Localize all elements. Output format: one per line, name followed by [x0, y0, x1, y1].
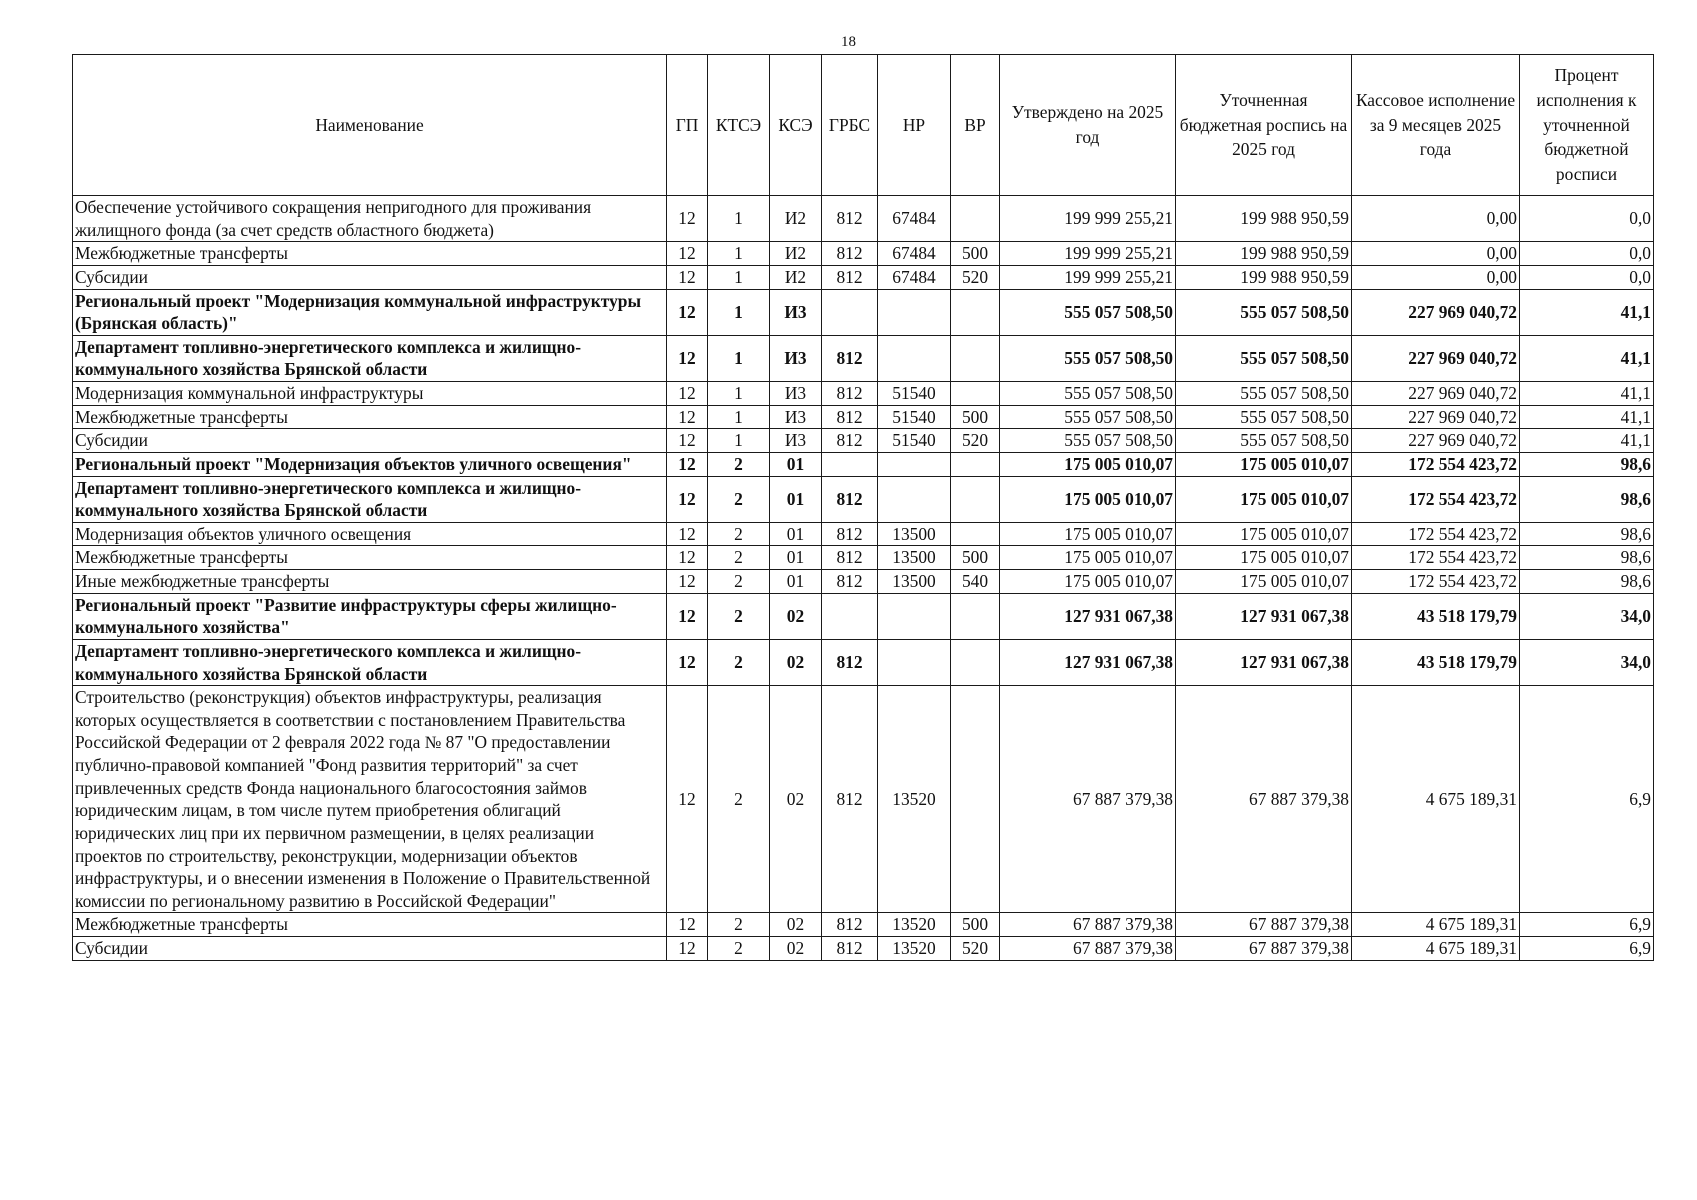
cell-refined: 67 887 379,38 — [1176, 913, 1352, 937]
table-row — [73, 522, 1654, 546]
cell-approved: 555 057 508,50 — [1000, 335, 1176, 381]
table-row — [73, 593, 1654, 639]
cell-ktse: 2 — [708, 913, 770, 937]
cell-approved: 67 887 379,38 — [1000, 686, 1176, 913]
cell-grbs — [822, 452, 878, 476]
cell-kse: 02 — [770, 937, 822, 961]
cell-kse: 02 — [770, 913, 822, 937]
cell-cash: 227 969 040,72 — [1352, 289, 1520, 335]
cell-gp: 12 — [667, 265, 708, 289]
cell-vr: 500 — [951, 405, 1000, 429]
cell-cash: 227 969 040,72 — [1352, 335, 1520, 381]
table-body — [73, 196, 1654, 961]
cell-refined: 555 057 508,50 — [1176, 429, 1352, 453]
cell-vr — [951, 639, 1000, 685]
cell-approved: 175 005 010,07 — [1000, 522, 1176, 546]
cell-cash: 172 554 423,72 — [1352, 522, 1520, 546]
cell-grbs: 812 — [822, 686, 878, 913]
cell-nr — [878, 452, 951, 476]
cell-name: Модернизация коммунальной инфраструктуры — [73, 382, 667, 406]
cell-kse: И3 — [770, 429, 822, 453]
cell-approved: 67 887 379,38 — [1000, 913, 1176, 937]
header-nr: НР — [878, 55, 951, 196]
cell-cash: 43 518 179,79 — [1352, 639, 1520, 685]
cell-cash: 0,00 — [1352, 242, 1520, 266]
cell-name: Межбюджетные трансферты — [73, 405, 667, 429]
cell-cash: 4 675 189,31 — [1352, 913, 1520, 937]
cell-vr: 520 — [951, 429, 1000, 453]
table-row — [73, 196, 1654, 242]
cell-vr: 520 — [951, 937, 1000, 961]
cell-ktse: 2 — [708, 476, 770, 522]
cell-kse: И3 — [770, 382, 822, 406]
cell-vr — [951, 196, 1000, 242]
cell-name: Региональный проект "Модернизация коммунальной инфраструктуры (Брянская область)" — [73, 289, 667, 335]
table-row — [73, 570, 1654, 594]
cell-ktse: 1 — [708, 242, 770, 266]
cell-kse: И2 — [770, 196, 822, 242]
cell-vr: 540 — [951, 570, 1000, 594]
cell-nr — [878, 476, 951, 522]
cell-vr: 500 — [951, 913, 1000, 937]
cell-approved: 555 057 508,50 — [1000, 289, 1176, 335]
cell-nr: 67484 — [878, 242, 951, 266]
header-name: Наименование — [73, 55, 667, 196]
cell-grbs: 812 — [822, 242, 878, 266]
cell-ktse: 1 — [708, 196, 770, 242]
cell-refined: 555 057 508,50 — [1176, 335, 1352, 381]
cell-name: Департамент топливно-энергетического комплекса и жилищно-коммунального хозяйства Брянской области — [73, 335, 667, 381]
cell-approved: 175 005 010,07 — [1000, 570, 1176, 594]
cell-percent: 34,0 — [1520, 593, 1654, 639]
header-grbs: ГРБС — [822, 55, 878, 196]
cell-grbs: 812 — [822, 476, 878, 522]
cell-refined: 127 931 067,38 — [1176, 593, 1352, 639]
cell-ktse: 2 — [708, 593, 770, 639]
cell-percent: 0,0 — [1520, 265, 1654, 289]
cell-gp: 12 — [667, 546, 708, 570]
table-row — [73, 639, 1654, 685]
cell-gp: 12 — [667, 335, 708, 381]
header-percent: Процент исполнения к уточненной бюджетной росписи — [1520, 55, 1654, 196]
cell-refined: 175 005 010,07 — [1176, 476, 1352, 522]
cell-grbs: 812 — [822, 196, 878, 242]
table-header-row — [73, 55, 1654, 196]
cell-kse: И3 — [770, 289, 822, 335]
cell-cash: 4 675 189,31 — [1352, 937, 1520, 961]
cell-grbs: 812 — [822, 937, 878, 961]
cell-nr: 13500 — [878, 522, 951, 546]
cell-approved: 199 999 255,21 — [1000, 196, 1176, 242]
cell-refined: 175 005 010,07 — [1176, 452, 1352, 476]
table-row — [73, 289, 1654, 335]
cell-approved: 175 005 010,07 — [1000, 476, 1176, 522]
table-row — [73, 476, 1654, 522]
cell-gp: 12 — [667, 382, 708, 406]
cell-vr — [951, 686, 1000, 913]
cell-gp: 12 — [667, 452, 708, 476]
cell-name: Межбюджетные трансферты — [73, 242, 667, 266]
cell-gp: 12 — [667, 937, 708, 961]
header-ktse: КТСЭ — [708, 55, 770, 196]
cell-ktse: 1 — [708, 289, 770, 335]
cell-grbs: 812 — [822, 913, 878, 937]
cell-percent: 0,0 — [1520, 242, 1654, 266]
cell-name: Строительство (реконструкция) объектов инфраструктуры, реализация которых осуществляется в соответствии с постановлением Правительства Российской Федерации от 2 февраля 2022 года № 87 "О предоставлении публично-правовой компанией "Фонд развития территорий" за счет привлеченных средств Фонда национального благосостояния займов юридическим лицам, в том числе путем приобретения облигаций юридических лиц при их первичном размещении, в целях реализации проектов по строительству, реконструкции, модернизации объектов инфраструктуры, и о внесении изменения в Положение о Правительственной комиссии по региональному развитию в Российской Федерации" — [73, 686, 667, 913]
table-row — [73, 429, 1654, 453]
cell-cash: 4 675 189,31 — [1352, 686, 1520, 913]
cell-vr: 520 — [951, 265, 1000, 289]
cell-nr: 13500 — [878, 546, 951, 570]
cell-kse: 01 — [770, 570, 822, 594]
cell-percent: 6,9 — [1520, 913, 1654, 937]
cell-kse: 02 — [770, 686, 822, 913]
cell-nr: 13520 — [878, 686, 951, 913]
table-row — [73, 913, 1654, 937]
cell-gp: 12 — [667, 570, 708, 594]
cell-nr: 13500 — [878, 570, 951, 594]
table-row — [73, 452, 1654, 476]
header-approved: Утверждено на 2025 год — [1000, 55, 1176, 196]
cell-percent: 98,6 — [1520, 546, 1654, 570]
cell-percent: 41,1 — [1520, 289, 1654, 335]
cell-grbs: 812 — [822, 429, 878, 453]
cell-name: Модернизация объектов уличного освещения — [73, 522, 667, 546]
cell-grbs: 812 — [822, 382, 878, 406]
cell-ktse: 1 — [708, 382, 770, 406]
cell-percent: 41,1 — [1520, 429, 1654, 453]
cell-gp: 12 — [667, 522, 708, 546]
cell-ktse: 2 — [708, 546, 770, 570]
cell-name: Субсидии — [73, 265, 667, 289]
cell-cash: 172 554 423,72 — [1352, 476, 1520, 522]
table-row — [73, 265, 1654, 289]
cell-name: Межбюджетные трансферты — [73, 913, 667, 937]
cell-gp: 12 — [667, 686, 708, 913]
cell-name: Обеспечение устойчивого сокращения непригодного для проживания жилищного фонда (за счет средств областного бюджета) — [73, 196, 667, 242]
cell-grbs: 812 — [822, 522, 878, 546]
cell-nr — [878, 593, 951, 639]
cell-kse: 01 — [770, 452, 822, 476]
cell-vr — [951, 452, 1000, 476]
cell-refined: 127 931 067,38 — [1176, 639, 1352, 685]
cell-cash: 172 554 423,72 — [1352, 546, 1520, 570]
cell-nr: 67484 — [878, 265, 951, 289]
cell-approved: 127 931 067,38 — [1000, 593, 1176, 639]
cell-ktse: 2 — [708, 452, 770, 476]
cell-approved: 199 999 255,21 — [1000, 242, 1176, 266]
cell-vr: 500 — [951, 546, 1000, 570]
cell-gp: 12 — [667, 289, 708, 335]
page-number: 18 — [841, 34, 856, 50]
cell-refined: 67 887 379,38 — [1176, 937, 1352, 961]
cell-ktse: 2 — [708, 570, 770, 594]
cell-refined: 199 988 950,59 — [1176, 265, 1352, 289]
table-row — [73, 405, 1654, 429]
cell-percent: 98,6 — [1520, 570, 1654, 594]
cell-vr — [951, 476, 1000, 522]
cell-cash: 0,00 — [1352, 265, 1520, 289]
cell-refined: 67 887 379,38 — [1176, 686, 1352, 913]
cell-percent: 0,0 — [1520, 196, 1654, 242]
cell-nr: 51540 — [878, 429, 951, 453]
cell-ktse: 2 — [708, 686, 770, 913]
header-kse: КСЭ — [770, 55, 822, 196]
cell-ktse: 2 — [708, 937, 770, 961]
cell-approved: 555 057 508,50 — [1000, 405, 1176, 429]
cell-percent: 98,6 — [1520, 522, 1654, 546]
cell-nr: 67484 — [878, 196, 951, 242]
cell-nr: 51540 — [878, 405, 951, 429]
cell-cash: 227 969 040,72 — [1352, 429, 1520, 453]
cell-vr — [951, 593, 1000, 639]
header-refined: Уточненная бюджетная роспись на 2025 год — [1176, 55, 1352, 196]
cell-grbs: 812 — [822, 546, 878, 570]
cell-percent: 41,1 — [1520, 382, 1654, 406]
cell-gp: 12 — [667, 196, 708, 242]
cell-grbs — [822, 593, 878, 639]
cell-refined: 175 005 010,07 — [1176, 570, 1352, 594]
cell-cash: 0,00 — [1352, 196, 1520, 242]
cell-vr: 500 — [951, 242, 1000, 266]
cell-refined: 175 005 010,07 — [1176, 522, 1352, 546]
cell-name: Субсидии — [73, 937, 667, 961]
header-gp: ГП — [667, 55, 708, 196]
cell-grbs: 812 — [822, 265, 878, 289]
cell-name: Региональный проект "Развитие инфраструктуры сферы жилищно-коммунального хозяйства" — [73, 593, 667, 639]
cell-gp: 12 — [667, 593, 708, 639]
table-row — [73, 686, 1654, 913]
table-row — [73, 242, 1654, 266]
cell-kse: И2 — [770, 265, 822, 289]
cell-gp: 12 — [667, 429, 708, 453]
cell-percent: 6,9 — [1520, 686, 1654, 913]
cell-ktse: 1 — [708, 265, 770, 289]
cell-percent: 6,9 — [1520, 937, 1654, 961]
table-row — [73, 546, 1654, 570]
cell-gp: 12 — [667, 639, 708, 685]
cell-kse: 01 — [770, 476, 822, 522]
cell-grbs: 812 — [822, 405, 878, 429]
cell-gp: 12 — [667, 242, 708, 266]
cell-gp: 12 — [667, 913, 708, 937]
cell-percent: 34,0 — [1520, 639, 1654, 685]
cell-nr — [878, 335, 951, 381]
cell-vr — [951, 382, 1000, 406]
cell-ktse: 2 — [708, 522, 770, 546]
cell-nr: 13520 — [878, 913, 951, 937]
cell-ktse: 1 — [708, 405, 770, 429]
cell-approved: 555 057 508,50 — [1000, 429, 1176, 453]
cell-name: Субсидии — [73, 429, 667, 453]
cell-nr: 13520 — [878, 937, 951, 961]
table-row — [73, 937, 1654, 961]
cell-approved: 199 999 255,21 — [1000, 265, 1176, 289]
cell-refined: 199 988 950,59 — [1176, 196, 1352, 242]
cell-vr — [951, 289, 1000, 335]
cell-name: Департамент топливно-энергетического комплекса и жилищно-коммунального хозяйства Брянской области — [73, 639, 667, 685]
cell-cash: 172 554 423,72 — [1352, 452, 1520, 476]
cell-kse: И2 — [770, 242, 822, 266]
cell-nr: 51540 — [878, 382, 951, 406]
cell-cash: 43 518 179,79 — [1352, 593, 1520, 639]
cell-kse: 02 — [770, 593, 822, 639]
cell-grbs: 812 — [822, 570, 878, 594]
cell-nr — [878, 639, 951, 685]
cell-grbs: 812 — [822, 335, 878, 381]
cell-ktse: 1 — [708, 335, 770, 381]
header-cash: Кассовое исполнение за 9 месяцев 2025 года — [1352, 55, 1520, 196]
cell-percent: 98,6 — [1520, 452, 1654, 476]
cell-approved: 175 005 010,07 — [1000, 546, 1176, 570]
cell-kse: И3 — [770, 335, 822, 381]
cell-ktse: 1 — [708, 429, 770, 453]
cell-grbs: 812 — [822, 639, 878, 685]
cell-vr — [951, 335, 1000, 381]
cell-ktse: 2 — [708, 639, 770, 685]
table-row — [73, 382, 1654, 406]
cell-approved: 67 887 379,38 — [1000, 937, 1176, 961]
cell-cash: 227 969 040,72 — [1352, 382, 1520, 406]
cell-kse: 02 — [770, 639, 822, 685]
cell-refined: 555 057 508,50 — [1176, 405, 1352, 429]
cell-gp: 12 — [667, 405, 708, 429]
cell-refined: 555 057 508,50 — [1176, 289, 1352, 335]
cell-cash: 227 969 040,72 — [1352, 405, 1520, 429]
cell-vr — [951, 522, 1000, 546]
cell-refined: 199 988 950,59 — [1176, 242, 1352, 266]
cell-grbs — [822, 289, 878, 335]
cell-kse: 01 — [770, 546, 822, 570]
cell-kse: И3 — [770, 405, 822, 429]
cell-percent: 41,1 — [1520, 335, 1654, 381]
cell-name: Региональный проект "Модернизация объектов уличного освещения" — [73, 452, 667, 476]
cell-name: Иные межбюджетные трансферты — [73, 570, 667, 594]
cell-gp: 12 — [667, 476, 708, 522]
cell-approved: 175 005 010,07 — [1000, 452, 1176, 476]
cell-refined: 175 005 010,07 — [1176, 546, 1352, 570]
cell-kse: 01 — [770, 522, 822, 546]
cell-approved: 127 931 067,38 — [1000, 639, 1176, 685]
cell-name: Межбюджетные трансферты — [73, 546, 667, 570]
cell-refined: 555 057 508,50 — [1176, 382, 1352, 406]
budget-execution-table — [72, 54, 1654, 961]
cell-name: Департамент топливно-энергетического комплекса и жилищно-коммунального хозяйства Брянской области — [73, 476, 667, 522]
cell-approved: 555 057 508,50 — [1000, 382, 1176, 406]
cell-percent: 98,6 — [1520, 476, 1654, 522]
cell-percent: 41,1 — [1520, 405, 1654, 429]
table-row — [73, 335, 1654, 381]
header-vr: ВР — [951, 55, 1000, 196]
cell-cash: 172 554 423,72 — [1352, 570, 1520, 594]
cell-nr — [878, 289, 951, 335]
